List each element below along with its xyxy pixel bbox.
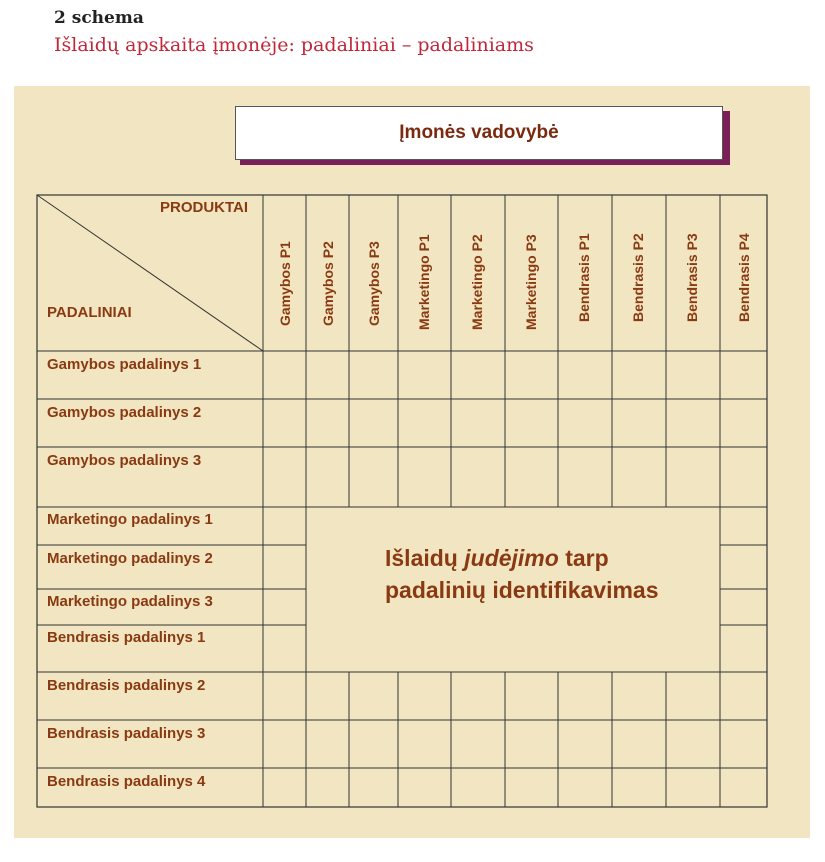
management-box: Įmonės vadovybė (235, 106, 723, 160)
column-header: Bendrasis P4 (736, 233, 752, 322)
row-label: Bendrasis padalinys 4 (47, 773, 206, 790)
row-label: Gamybos padalinys 3 (47, 452, 202, 469)
corner-label-departments: PADALINIAI (47, 304, 132, 321)
figure-title: Išlaidų apskaita įmonėje: padaliniai – padaliniams (54, 34, 534, 56)
row-label: Bendrasis padalinys 1 (47, 629, 206, 646)
row-label: Marketingo padalinys 1 (47, 511, 213, 528)
column-header: Gamybos P2 (320, 241, 336, 326)
column-header: Bendrasis P3 (684, 233, 700, 322)
column-header: Marketingo P3 (523, 234, 539, 330)
row-label: Bendrasis padalinys 2 (47, 677, 206, 694)
column-header: Bendrasis P1 (576, 233, 592, 322)
column-header: Bendrasis P2 (630, 233, 646, 322)
center-message-line-1: Išlaidų judėjimo tarp (385, 545, 609, 571)
column-header: Gamybos P1 (277, 241, 293, 326)
row-label: Gamybos padalinys 2 (47, 404, 202, 421)
column-header: Marketingo P2 (469, 234, 485, 330)
center-message (385, 542, 659, 606)
header-diagonal (37, 195, 263, 351)
row-label: Marketingo padalinys 2 (47, 550, 213, 567)
row-label: Marketingo padalinys 3 (47, 593, 213, 610)
inner-vlines (349, 195, 666, 807)
center-message-emphasis: judėjimo (464, 545, 559, 571)
schema-number: 2 schema (54, 8, 144, 28)
row-label: Gamybos padalinys 1 (47, 356, 202, 373)
matrix-frame (37, 195, 767, 807)
corner-label-products: PRODUKTAI (160, 199, 249, 216)
row-label: Bendrasis padalinys 3 (47, 725, 206, 742)
column-header: Marketingo P1 (416, 234, 432, 330)
column-header: Gamybos P3 (366, 241, 382, 326)
center-message-line-2: padalinių identifikavimas (385, 577, 659, 603)
